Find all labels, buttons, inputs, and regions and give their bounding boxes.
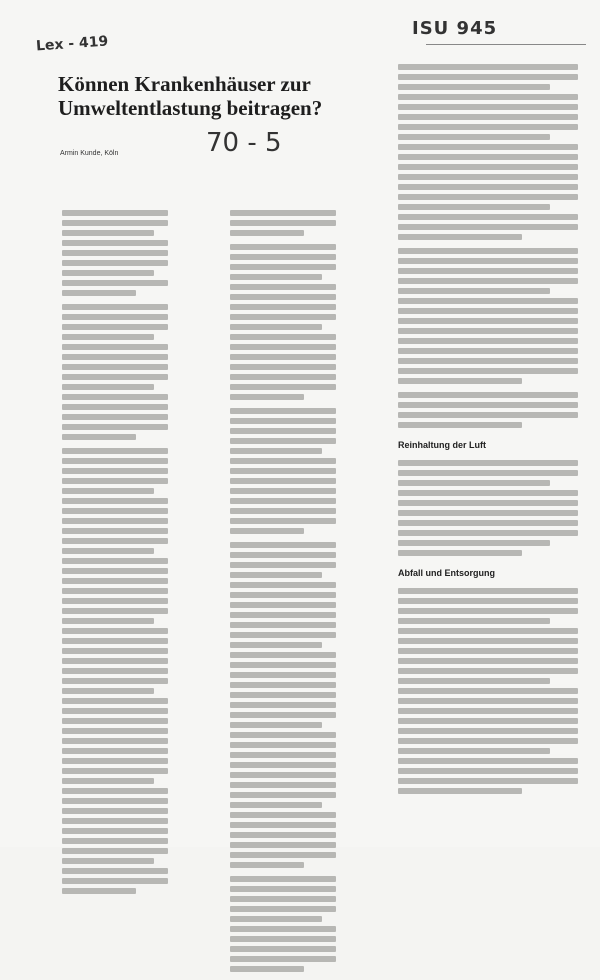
text-block	[230, 876, 336, 972]
text-block	[230, 244, 336, 400]
journal-header-rule	[426, 42, 586, 45]
article-headline	[58, 72, 388, 120]
body-column-1	[62, 210, 168, 902]
handwritten-reference: Lex - 419	[35, 33, 109, 55]
text-block	[398, 248, 578, 384]
section-heading: Reinhaltung der Luft	[398, 440, 486, 450]
text-block	[398, 460, 578, 556]
text-block	[62, 210, 168, 296]
text-block	[230, 210, 336, 236]
text-block	[62, 448, 168, 894]
body-column-3	[398, 64, 578, 802]
text-block	[230, 408, 336, 534]
text-block	[62, 304, 168, 440]
handwritten-page-range: 70 - 5	[206, 128, 282, 158]
text-block	[398, 588, 578, 794]
body-column-2	[230, 210, 336, 980]
text-block	[230, 542, 336, 868]
article-author: Armin Kunde, Köln	[60, 150, 119, 157]
headline-line-2: Umweltentlastung beitragen?	[58, 96, 323, 120]
section-heading: Abfall und Entsorgung	[398, 568, 495, 578]
handwritten-id: ISU 945	[412, 18, 498, 39]
text-block	[398, 64, 578, 240]
headline-line-1: Können Krankenhäuser zur	[58, 72, 311, 96]
text-block	[398, 392, 578, 428]
